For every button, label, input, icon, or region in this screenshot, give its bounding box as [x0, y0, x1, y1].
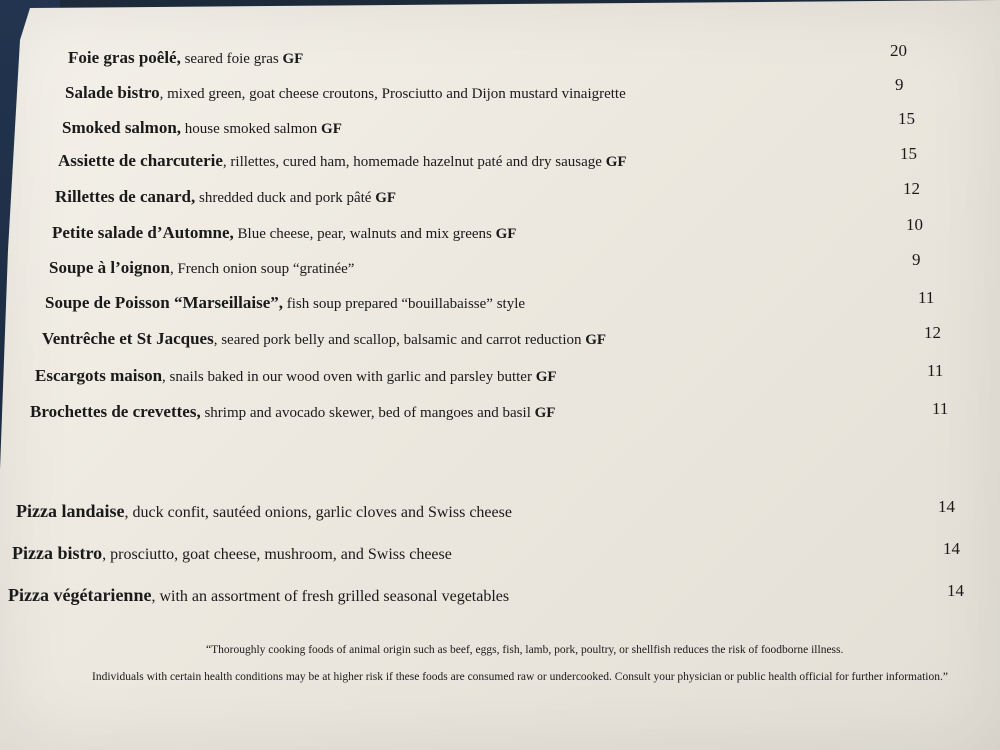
gluten-free-badge: GF: [282, 51, 304, 67]
dish-price: 11: [918, 288, 935, 307]
gluten-free-badge: GF: [535, 369, 557, 385]
dish-price: 9: [912, 250, 921, 269]
dish-name: Escargots maison: [35, 366, 163, 385]
pizza-item: [12, 544, 452, 563]
dish-price: 14: [938, 497, 955, 516]
dish-name: Pizza bistro: [12, 543, 103, 563]
gluten-free-badge: GF: [605, 154, 627, 170]
dish-description: , snails baked in our wood oven with garlic and parsley butter: [162, 369, 532, 385]
dish-price: 11: [932, 399, 949, 418]
gluten-free-badge: GF: [495, 226, 517, 242]
dish-name: Salade bistro: [65, 83, 160, 102]
menu-item: [58, 152, 627, 170]
dish-price: 10: [906, 215, 923, 234]
dish-description: fish soup prepared “bouillabaisse” style: [283, 296, 526, 312]
menu-item: [35, 367, 557, 385]
pizza-item: [8, 586, 509, 605]
menu-item: [42, 330, 606, 348]
menu-item: [52, 224, 516, 242]
dish-name: Foie gras poêlé,: [68, 48, 181, 67]
food-safety-note: “Thoroughly cooking foods of animal origin such as beef, eggs, fish, lamb, pork, poultry, or shellfish reduces the risk of foodborne illness.: [206, 644, 844, 656]
menu-item: [55, 188, 396, 206]
dish-description: , prosciutto, goat cheese, mushroom, and Swiss cheese: [102, 546, 452, 563]
dish-price: 14: [943, 539, 960, 558]
dish-description: shrimp and avocado skewer, bed of mangoes and basil: [200, 405, 531, 421]
dish-price: 15: [898, 109, 915, 128]
menu-item: [62, 119, 342, 137]
pizza-item: [16, 502, 512, 521]
gluten-free-badge: GF: [534, 405, 556, 421]
dish-price: 9: [895, 75, 904, 94]
dish-price: 12: [903, 179, 920, 198]
food-safety-note: Individuals with certain health conditions may be at higher risk if these foods are consumed raw or undercooked. Consult your physician or public health official for further information.”: [92, 671, 948, 683]
dish-description: , seared pork belly and scallop, balsamic and carrot reduction: [213, 332, 582, 348]
dish-price: 11: [927, 361, 944, 380]
dish-name: Assiette de charcuterie: [58, 151, 223, 170]
dish-description: shredded duck and pork pâté: [195, 190, 372, 206]
menu-item: [45, 294, 525, 312]
dish-name: Rillettes de canard,: [55, 187, 196, 206]
dish-description: seared foie gras: [180, 51, 279, 67]
gluten-free-badge: GF: [321, 121, 342, 137]
dish-name: Pizza landaise: [16, 501, 125, 521]
gluten-free-badge: GF: [585, 332, 607, 348]
dish-name: Ventrêche et St Jacques: [42, 329, 214, 348]
menu-item: [68, 49, 303, 67]
dish-name: Brochettes de crevettes,: [30, 402, 201, 421]
dish-description: Blue cheese, pear, walnuts and mix greens: [233, 226, 492, 242]
dish-description: , rillettes, cured ham, homemade hazelnut paté and dry sausage: [222, 154, 602, 170]
dish-description: , duck confit, sautéed onions, garlic cloves and Swiss cheese: [124, 504, 512, 521]
gluten-free-badge: GF: [375, 190, 397, 206]
menu-item: [49, 259, 354, 277]
menu-item: [65, 84, 626, 102]
dish-name: Smoked salmon,: [62, 118, 182, 137]
dish-price: 12: [924, 323, 941, 342]
dish-name: Soupe à l’oignon: [49, 258, 170, 277]
dish-description: , with an assortment of fresh grilled seasonal vegetables: [151, 588, 510, 605]
dish-description: , French onion soup “gratinée”: [169, 261, 355, 277]
dish-price: 20: [890, 41, 907, 60]
dish-price: 15: [900, 144, 917, 163]
dish-price: 14: [947, 581, 964, 600]
dish-description: house smoked salmon: [181, 121, 318, 137]
dish-name: Petite salade d’Automne,: [52, 223, 234, 242]
dish-name: Soupe de Poisson “Marseillaise”,: [45, 293, 284, 312]
dish-description: , mixed green, goat cheese croutons, Prosciutto and Dijon mustard vinaigrette: [159, 86, 626, 102]
menu-item: [30, 403, 555, 421]
dish-name: Pizza végétarienne: [8, 585, 152, 605]
